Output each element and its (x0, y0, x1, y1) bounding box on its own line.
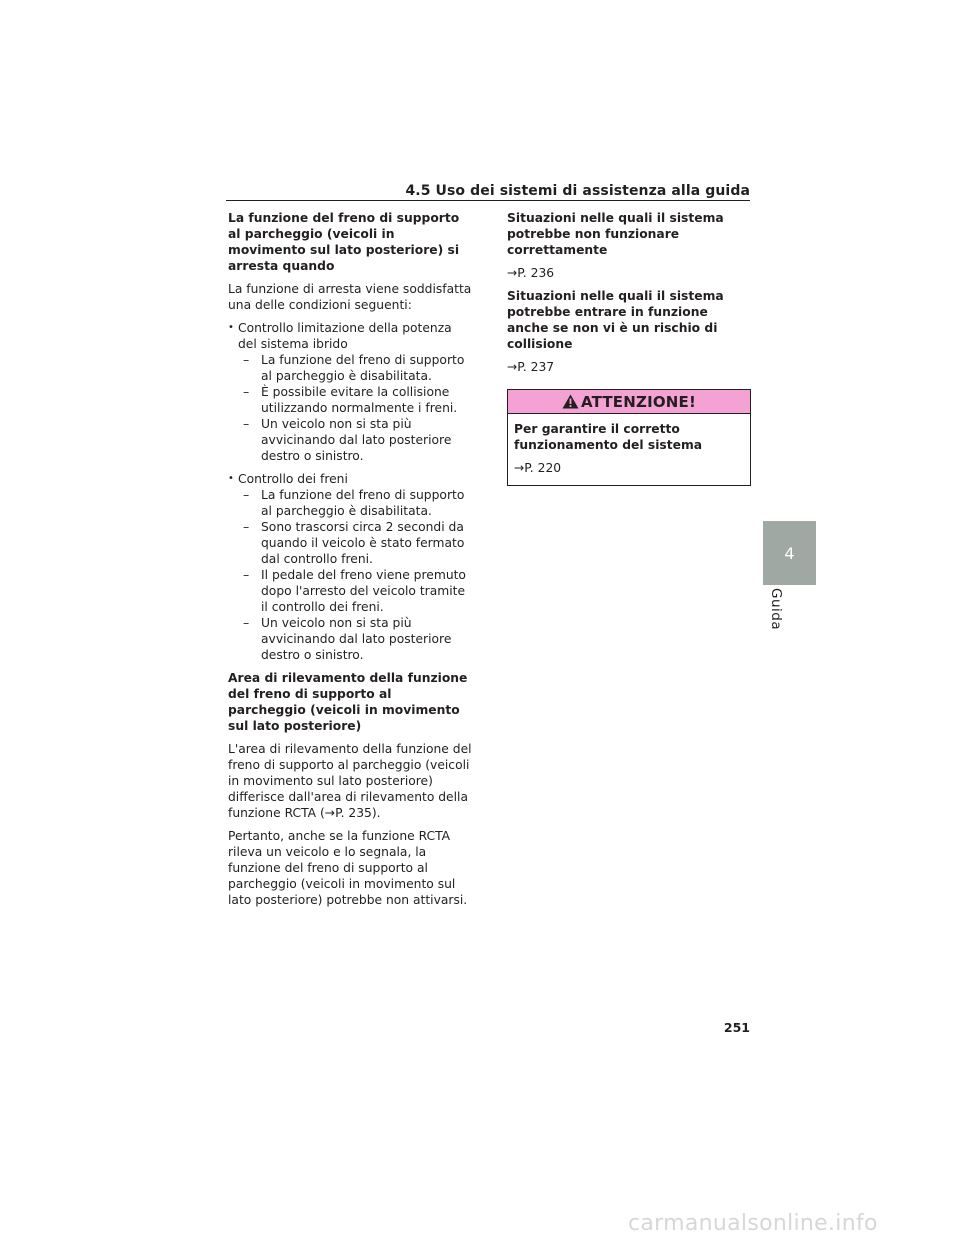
dash-item: – Un veicolo non si sta più avvicinando dal lato posteriore destro o sinistro. (238, 416, 472, 464)
right-column (507, 210, 751, 486)
chapter-label: Guida (768, 588, 784, 631)
dash-item: – La funzione del freno di supporto al parcheggio è disabilitata. (238, 487, 472, 519)
dash-list (238, 487, 472, 663)
heading-stop-conditions: La funzione del freno di supporto al parcheggio (veicoli in movimento sul lato posteriore) si arresta quando (228, 211, 460, 273)
page-reference: →P. 237 (507, 360, 555, 374)
caution-heading: Per garantire il corretto funzionamento del sistema (514, 422, 703, 452)
dash-list (238, 352, 472, 464)
section-header (226, 180, 750, 201)
page-number: 251 (723, 1020, 750, 1035)
bullet-brake-control (228, 471, 472, 663)
chapter-tab (763, 521, 816, 585)
bullet-label: • Controllo limitazione della potenza del sistema ibrido (238, 321, 452, 351)
dash-item: – La funzione del freno di supporto al parcheggio è disabilitata. (238, 352, 472, 384)
section-title: 4.5 Uso dei sistemi di assistenza alla guida (405, 183, 750, 199)
condition-list (228, 320, 472, 663)
dash-item: – Sono trascorsi circa 2 secondi da quando il veicolo è stato fermato dal controllo freni. (238, 519, 472, 567)
page-reference: →P. 236 (507, 266, 555, 280)
caution-reference: →P. 220 (514, 461, 562, 475)
rcta-paragraph: Pertanto, anche se la funzione RCTA rileva un veicolo e lo segnala, la funzione del freno di supporto al parcheggio (veicoli in movimento sul lato posteriore) potrebbe non attivarsi. (228, 829, 468, 907)
detection-area-paragraph: L'area di rilevamento della funzione del freno di supporto al parcheggio (veicoli in movimento sul lato posteriore) differisce dall'area di rilevamento della funzione RCTA (→P. 235). (228, 742, 472, 820)
chapter-number: 4 (784, 543, 795, 563)
left-column (228, 210, 472, 915)
bullet-label: • Controllo dei freni (238, 472, 348, 486)
dash-item: – È possibile evitare la collisione utilizzando normalmente i freni. (238, 384, 472, 416)
watermark: carmanualsonline.info (628, 1211, 878, 1236)
caution-title: ATTENZIONE! (580, 392, 697, 411)
dash-item: – Un veicolo non si sta più avvicinando dal lato posteriore destro o sinistro. (238, 615, 472, 663)
caution-body (508, 414, 750, 485)
caution-box (507, 389, 751, 486)
bullet-power-limitation (228, 320, 472, 464)
intro-paragraph: La funzione di arresta viene soddisfatta una delle condizioni seguenti: (228, 282, 472, 312)
dash-item: – Il pedale del freno viene premuto dopo l'arresto del veicolo tramite il controllo dei freni. (238, 567, 472, 615)
heading-malfunction: Situazioni nelle quali il sistema potrebbe non funzionare correttamente (507, 211, 724, 257)
warning-icon (562, 394, 579, 409)
heading-detection-area: Area di rilevamento della funzione del freno di supporto al parcheggio (veicoli in movimento sul lato posteriore) (228, 671, 468, 733)
heading-unwanted-activation: Situazioni nelle quali il sistema potrebbe entrare in funzione anche se non vi è un rischio di collisione (507, 289, 724, 351)
caution-header (508, 390, 750, 414)
